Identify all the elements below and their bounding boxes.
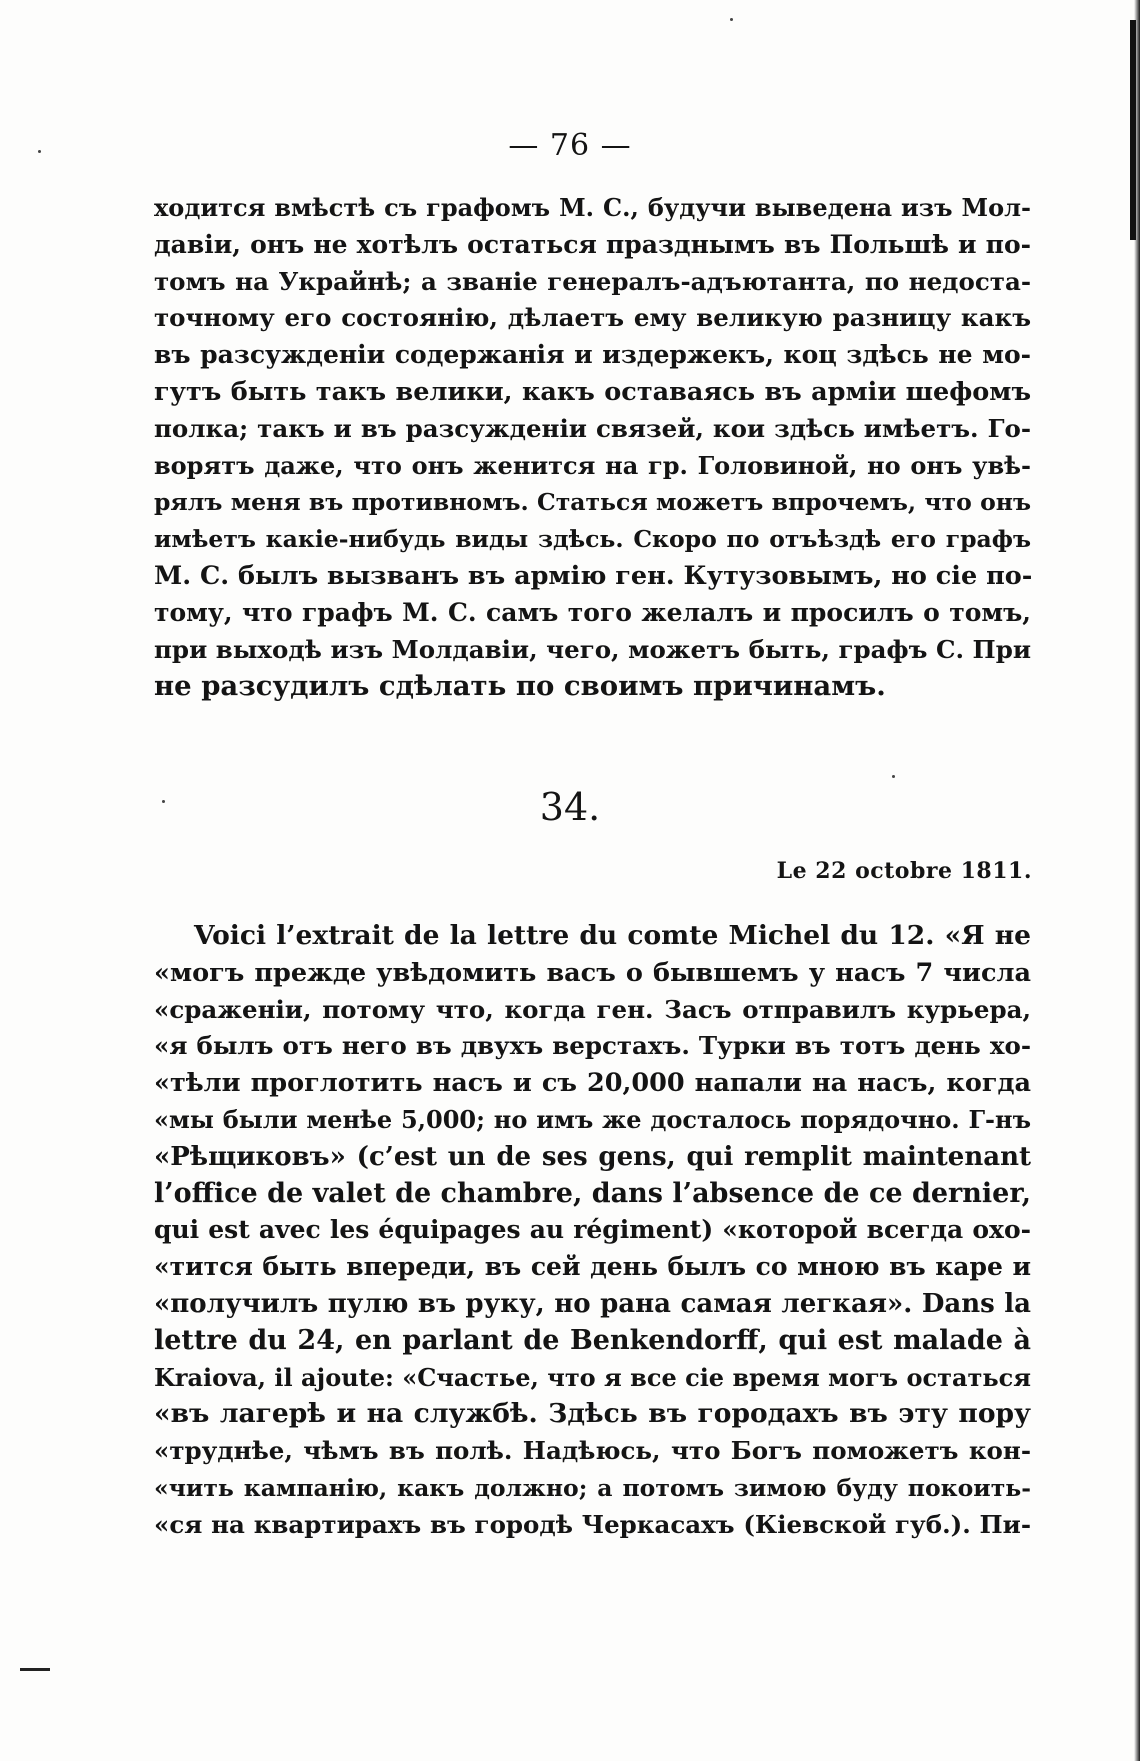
text-line: точному его состоянію, дѣлаетъ ему великую разницу какъ bbox=[154, 303, 1031, 333]
text-line: «ся на квартирахъ въ городѣ Черкасахъ (Кіевской губ.). Пи- bbox=[154, 1509, 1031, 1539]
text-line: тому, что графъ М. С. самъ того желалъ и просилъ о томъ, bbox=[154, 597, 1031, 627]
text-line: полка; такъ и въ разсужденіи связей, кои здѣсь имѣетъ. Го- bbox=[154, 413, 1031, 443]
text-line: «чить кампанію, какъ должно; а потомъ зимою буду покоить- bbox=[154, 1473, 1031, 1502]
text-line: ходится вмѣстѣ съ графомъ М. С., будучи выведена изъ Мол- bbox=[154, 193, 1031, 222]
text-line: имѣетъ какіе-нибудь виды здѣсь. Скоро по отъѣздѣ его графъ bbox=[154, 525, 1031, 554]
text-line: Kraiova, il ajoute: «Счастье, что я все сіе время могъ остаться bbox=[154, 1362, 1031, 1392]
text-line: ворятъ даже, что онъ женится на гр. Головиной, но онъ увѣ- bbox=[154, 450, 1031, 480]
page-number: — 76 — bbox=[508, 128, 632, 163]
letter-body bbox=[154, 918, 1031, 1544]
text-line: «тится быть впереди, въ сей день былъ со мною въ каре и bbox=[154, 1252, 1031, 1282]
text-line: гутъ быть такъ велики, какъ оставаясь въ арміи шефомъ bbox=[154, 376, 1031, 407]
text-line: давіи, онъ не хотѣлъ остаться празднымъ въ Польшѣ и по- bbox=[154, 229, 1031, 259]
text-line: «Рѣщиковъ» (c’est un de ses gens, qui remplit maintenant bbox=[154, 1141, 1031, 1172]
text-line: l’office de valet de chambre, dans l’absence de ce dernier, bbox=[154, 1177, 1031, 1209]
binding-edge bbox=[1134, 0, 1140, 1761]
text-line: не разсудилъ сдѣлать по своимъ причинамъ. bbox=[154, 670, 886, 703]
text-line: «сраженіи, потому что, когда ген. Засъ отправилъ курьера, bbox=[154, 994, 1031, 1024]
text-line: въ разсужденіи содержанія и издержекъ, коц здѣсь не мо- bbox=[154, 340, 1031, 370]
continuation-paragraph bbox=[154, 190, 1031, 705]
text-line: qui est avec les équipages au régiment) «которой всегда охо- bbox=[154, 1215, 1031, 1245]
text-line: рялъ меня въ противномъ. Статься можетъ впрочемъ, что онъ bbox=[154, 488, 1031, 517]
letter-date: Le 22 octobre 1811. bbox=[776, 858, 1032, 884]
text-line: при выходѣ изъ Молдавіи, чего, можетъ быть, графъ С. При bbox=[154, 634, 1031, 664]
scan-speck bbox=[730, 18, 733, 21]
text-line: томъ на Украйнѣ; а званіе генералъ-адъютанта, по недоста- bbox=[154, 266, 1031, 296]
letter-number: 34. bbox=[539, 785, 601, 829]
text-line: «мы были менѣе 5,000; но имъ же досталось порядочно. Г-нъ bbox=[154, 1104, 1031, 1134]
text-line: «я былъ отъ него въ двухъ верстахъ. Турки въ тотъ день хо- bbox=[154, 1031, 1031, 1061]
text-line: М. С. былъ вызванъ въ армію ген. Кутузовымъ, но сіе по- bbox=[154, 560, 1033, 591]
text-line: «могъ прежде увѣдомить васъ о бывшемъ у насъ 7 числа bbox=[154, 957, 1031, 988]
text-line: «въ лагерѣ и на службѣ. Здѣсь въ городахъ въ эту пору bbox=[154, 1398, 1031, 1430]
text-line: Voici l’extrait de la lettre du comte Michel du 12. «Я не bbox=[194, 920, 1031, 951]
text-line: «труднѣе, чѣмъ въ полѣ. Надѣюсь, что Богъ поможетъ кон- bbox=[154, 1436, 1031, 1466]
text-line: «получилъ пулю въ руку, но рана самая легкая». Dans la bbox=[154, 1288, 1031, 1319]
margin-mark bbox=[20, 1668, 50, 1671]
text-line: lettre du 24, en parlant de Benkendorff, qui est malade à bbox=[154, 1324, 1031, 1356]
text-line: «тѣли проглотить насъ и съ 20,000 напали на насъ, когда bbox=[154, 1068, 1031, 1099]
scan-speck bbox=[892, 775, 895, 778]
